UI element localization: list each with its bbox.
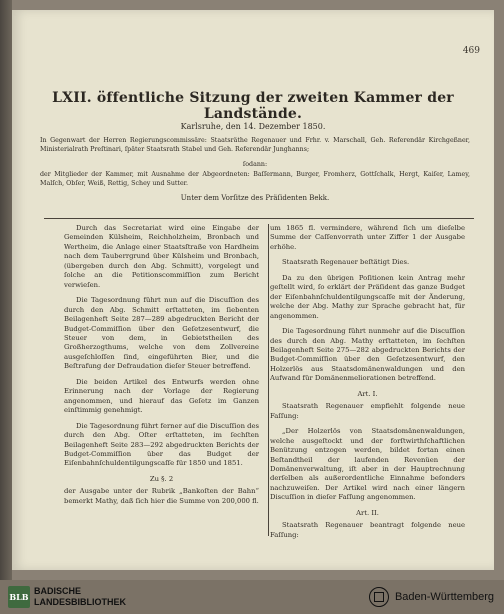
- left-para-4: Die Tagesordnung führt ferner auf die Discuſſion des durch den Abg. Oſter erſtatteten, im ſechſten Beilagenheft Seite 283—292 abgedruckten Berichts der Budget-Commiſſion über das Budget der Eiſenbahnſchuldentilgungscaſſe für 1850 und 1851.: [64, 421, 259, 468]
- attendance-line-1: In Gegenwart der Herren Regierungscommissäre: Staatsräthe Regenauer und Frhr. v. Marschall, Geh. Referendär Kirchgeßner, Ministerialrath Preſtinari, ſpäter Staatsrath Stabel und Geh. Referendär Junghanns;: [40, 137, 470, 153]
- page-number: 469: [462, 46, 480, 56]
- right-para-7: Staatsrath Regenauer beantragt folgende neue Faſſung:: [270, 521, 465, 539]
- attendance-sodann: ſodann:: [242, 161, 268, 168]
- attendance-line-2: der Mitglieder der Kammer, mit Ausnahme der Abgeordneten: Baſſermann, Burger, Fromherz, Gottſchalk, Hergt, Kaiſer, Lamey, Malſch, Obſer, Weiß, Rettig, Schey und Sutter.: [40, 171, 470, 187]
- blb-logo[interactable]: BLB: [8, 586, 30, 608]
- session-date: Karlsruhe, den 14. Dezember 1850.: [180, 122, 326, 131]
- left-para-2: Die Tagesordnung führt nun auf die Discuſſion des durch den Abg. Schmitt erſtatteten, im ſiebenten Beilagenheft Seite 287—289 abgedruckten Bericht der Budget-Commiſſion über den Geſetzesentwurf, die Steuer von dem, in Gebietstheilen des Großherzogthums, welche von dem Zollvereine ausgeſchloſſen ſind, eingeführten Bier, und die Beſtrafung der Defraudation dieſer Steuer betreffend.: [64, 296, 259, 371]
- left-para-5: der Ausgabe unter der Rubrik „Bankoſten der Bahn“ bemerkt Mathy, daß ſich hier die Summe von 200,000 fl.: [64, 487, 259, 505]
- column-divider: [268, 224, 269, 536]
- right-para-3: Da zu den übrigen Poſitionen kein Antrag mehr geſtellt wird, ſo erklärt der Präſident das ganze Budget der Eiſenbahnſchuldentilgungscaſſe mit der Änderung, welche der Abg. Mathy zur Sprache gebracht hat, für angenommen.: [270, 273, 465, 320]
- right-para-5: Staatsrath Regenauer empfiehlt folgende neue Faſſung:: [270, 402, 465, 420]
- left-para-3: Die beiden Artikel des Entwurfs werden ohne Erinnerung nach der Vorlage der Regierung angenommen, und hierauf das Geſetz im Ganzen einſtimmig genehmigt.: [64, 377, 259, 415]
- left-column: [64, 224, 259, 512]
- left-heading-par2: Zu §. 2: [149, 474, 174, 483]
- right-heading-art1: Art. I.: [357, 389, 378, 398]
- book-spine: [0, 0, 12, 580]
- bw-brand[interactable]: [369, 587, 494, 607]
- right-para-1: um 1865 fl. vermindere, während ſich um dieſelbe Summe der Caſſenvorrath unter Ziffer 1 der Ausgabe erhöhe.: [270, 224, 465, 251]
- bw-logo-icon: [369, 587, 389, 607]
- right-para-2: Staatsrath Regenauer beſtätigt Dies.: [282, 258, 410, 267]
- document-page: [12, 10, 494, 570]
- blb-line-1: BADISCHE: [34, 586, 82, 596]
- separator-line: [44, 218, 474, 219]
- blb-name[interactable]: [34, 586, 126, 608]
- right-column: [270, 224, 465, 546]
- blb-line-2: LANDESBIBLIOTHEK: [34, 597, 126, 607]
- right-para-6: „Der Holzerlös von Staatsdomänenwaldungen, welche ausgeſtockt und der forſtwirthſchaftlichen Benützung entzogen werden, bildet fortan einen Beſtandtheil der laufenden Revenüen der Domänenverwaltung, iſt aber in der Hauptrechnung derſelben als außerordentliche Einnahme beſonders nachzuweiſen. Der Artikel wird nach einer längern Discuſſion in dieſer Faſſung angenommen.: [270, 427, 465, 502]
- left-para-1: Durch das Secretariat wird eine Eingabe der Gemeinden Külsheim, Reichholzheim, Bronbach und Wertheim, die Anlage einer Staatsſtraße von Hardheim nach dem Tauberrgrund über Külsheim und Bronbach, (übergeben durch den Abg. Schmitt), vorgelegt und ſolche an die Petitionscommiſſion zum Bericht verwieſen.: [64, 224, 259, 289]
- bw-text: Baden-Württemberg: [394, 591, 494, 603]
- presiding-line: Unter dem Vorſitze des Präſidenten Bekk.: [180, 194, 330, 202]
- session-title: LXII. öffentliche Sitzung der zweiten Kammer der Landstände.: [52, 90, 454, 122]
- right-para-4: Die Tagesordnung führt nunmehr auf die Discuſſion des durch den Abg. Mathy erſtatteten, im ſechſten Beilagenheft Seite 275—282 abgedruckten Berichts der Budget-Commiſſion über den Geſetzesentwurf, den Holzerlös aus Staatsdomänenwaldungen und den Aufwand für Domänenmeliorationen betreffend.: [270, 327, 465, 383]
- right-heading-art2: Art. II.: [356, 508, 379, 517]
